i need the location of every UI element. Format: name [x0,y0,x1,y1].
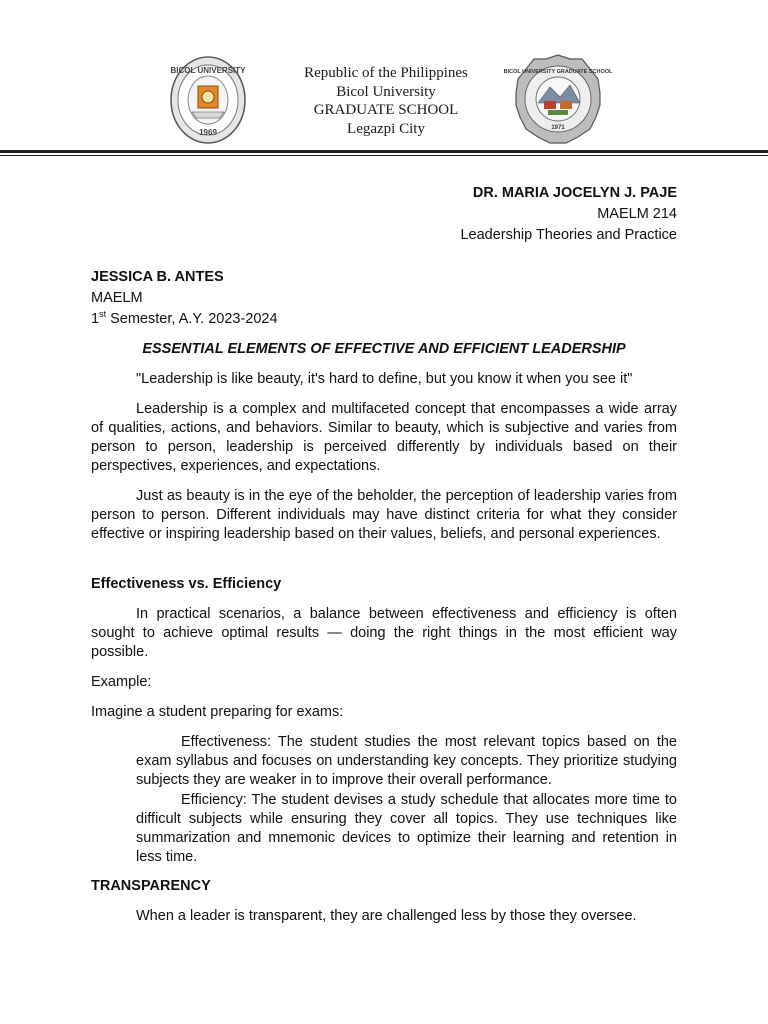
student-semester [91,309,278,330]
letterhead-country: Republic of the Philippines [304,65,468,81]
course-title: Leadership Theories and Practice [460,227,677,243]
paragraph-balance: In practical scenarios, a balance between effectiveness and efficiency is often sought to achieve optimal results — doing the right things in the most efficient way possible. [91,606,677,660]
student-program: MAELM [91,290,143,306]
header-divider-thin [0,155,768,156]
professor-block [91,183,677,246]
left-seal-year: 1969 [199,128,217,137]
header-divider [0,150,768,153]
heading-effectiveness-efficiency: Effectiveness vs. Efficiency [91,576,282,592]
professor-name: DR. MARIA JOCELYN J. PAJE [472,185,677,201]
example-label: Example: [91,674,152,690]
paragraph-beholder: Just as beauty is in the eye of the beholder, the perception of leadership varies from person to person. Different individuals may have distinct criteria for what they consider effective or inspiring leadership based on their values, beliefs, and personal experiences. [91,488,677,542]
paragraph-leadership: Leadership is a complex and multifaceted concept that encompasses a wide array of qualities, actions, and behaviors. Similar to beauty, which is subjective and varies from person to person, leadership is perceived differently by individuals based on their perspectives, experiences, and expectations. [91,401,677,474]
opening-quote: "Leadership is like beauty, it's hard to define, but you know it when you see it" [136,371,633,387]
right-seal-year: 1971 [551,125,565,131]
letterhead [250,64,522,138]
left-seal-text: BICOL UNIVERSITY [170,66,246,75]
graduate-school-seal [503,53,613,145]
letterhead-school: GRADUATE SCHOOL [313,102,459,118]
bicol-university-seal [170,56,246,144]
paragraph-transparency: When a leader is transparent, they are challenged less by those they oversee. [136,908,637,924]
letterhead-university: Bicol University [336,83,436,100]
efficiency-example: Efficiency: The student devises a study schedule that allocates more time to difficult subjects while ensuring they cover all topics. They use techniques like summarization and mnemonic devices to optimize their learning and retention in less time. [136,792,677,865]
student-name: JESSICA B. ANTES [91,269,224,285]
heading-transparency: TRANSPARENCY [91,878,211,894]
right-seal-text: BICOL UNIVERSITY GRADUATE SCHOOL [503,69,613,75]
letterhead-city: Legazpi City [347,120,425,137]
scenario-text: Imagine a student preparing for exams: [91,704,344,720]
semester-ordinal: st [99,309,107,320]
semester-text: Semester, A.Y. 2023-2024 [106,311,278,327]
effectiveness-example: Effectiveness: The student studies the most relevant topics based on the exam syllabus and focuses on understanding key concepts. They prioritize studying subjects they are weaker in to improve their overall performance. [136,734,677,788]
document-title: ESSENTIAL ELEMENTS OF EFFECTIVE AND EFFICIENT LEADERSHIP [142,341,626,357]
course-code: MAELM 214 [597,206,677,222]
student-block [91,267,278,330]
semester-number: 1 [91,311,100,327]
